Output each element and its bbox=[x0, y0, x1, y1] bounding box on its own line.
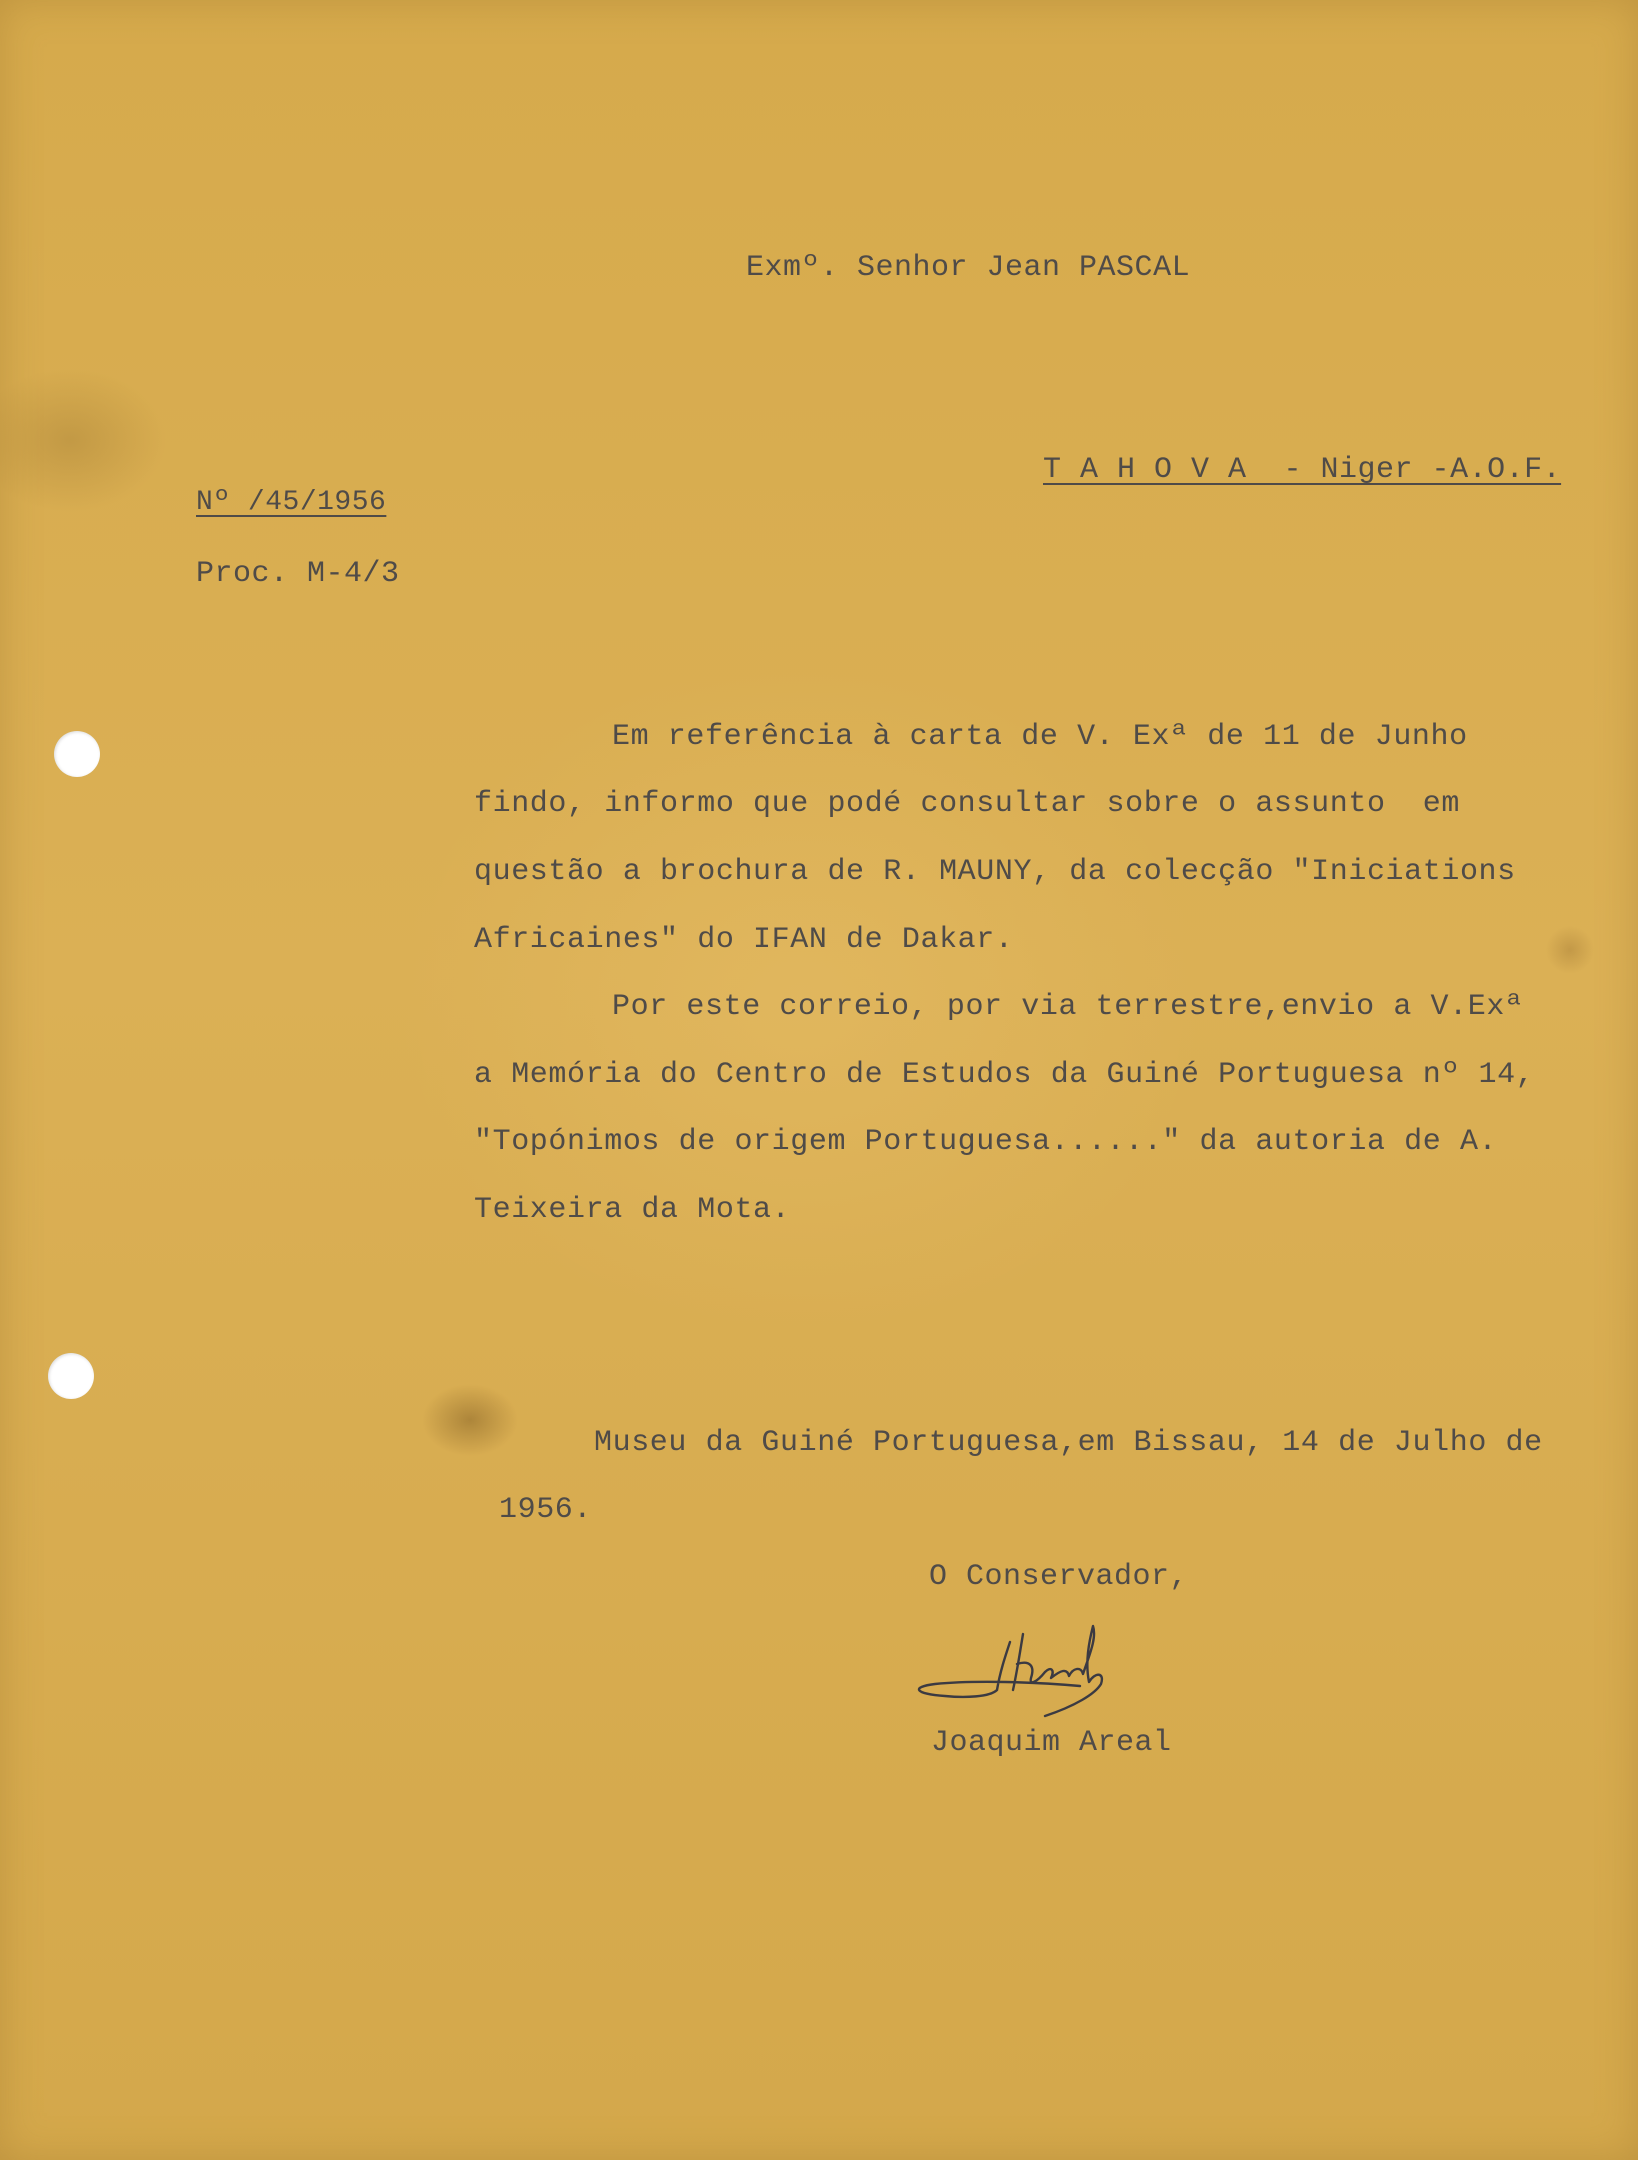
reference-number: Nº /45/1956 bbox=[196, 487, 387, 518]
place-date-line: Museu da Guiné Portuguesa,em Bissau, 14 de Julho de bbox=[594, 1426, 1543, 1460]
body-line: Africaines" do IFAN de Dakar. bbox=[474, 923, 1014, 957]
body-line: a Memória do Centro de Estudos da Guiné Portuguesa nº 14, bbox=[474, 1058, 1535, 1092]
punch-hole-bottom bbox=[48, 1353, 94, 1399]
destination: T A H O V A - Niger -A.O.F. bbox=[1043, 453, 1562, 487]
body-line: questão a brochura de R. MAUNY, da colecção "Iniciations bbox=[474, 855, 1516, 889]
body-line: Teixeira da Mota. bbox=[474, 1193, 791, 1227]
punch-hole-top bbox=[54, 731, 100, 777]
body-line: Em referência à carta de V. Exª de 11 de Junho bbox=[612, 720, 1468, 754]
signature bbox=[905, 1612, 1205, 1722]
closing: O Conservador, bbox=[929, 1560, 1189, 1594]
body-line: "Topónimos de origem Portuguesa......" da autoria de A. bbox=[474, 1125, 1498, 1159]
body-line: Por este correio, por via terrestre,envio a V.Exª bbox=[612, 990, 1524, 1024]
process-number: Proc. M-4/3 bbox=[196, 557, 400, 591]
addressee: Exmº. Senhor Jean PASCAL bbox=[746, 251, 1191, 285]
place-date-year: 1956. bbox=[499, 1493, 593, 1527]
signatory-name: Joaquim Areal bbox=[931, 1726, 1172, 1760]
body-line: findo, informo que podé consultar sobre o assunto em bbox=[474, 787, 1460, 821]
